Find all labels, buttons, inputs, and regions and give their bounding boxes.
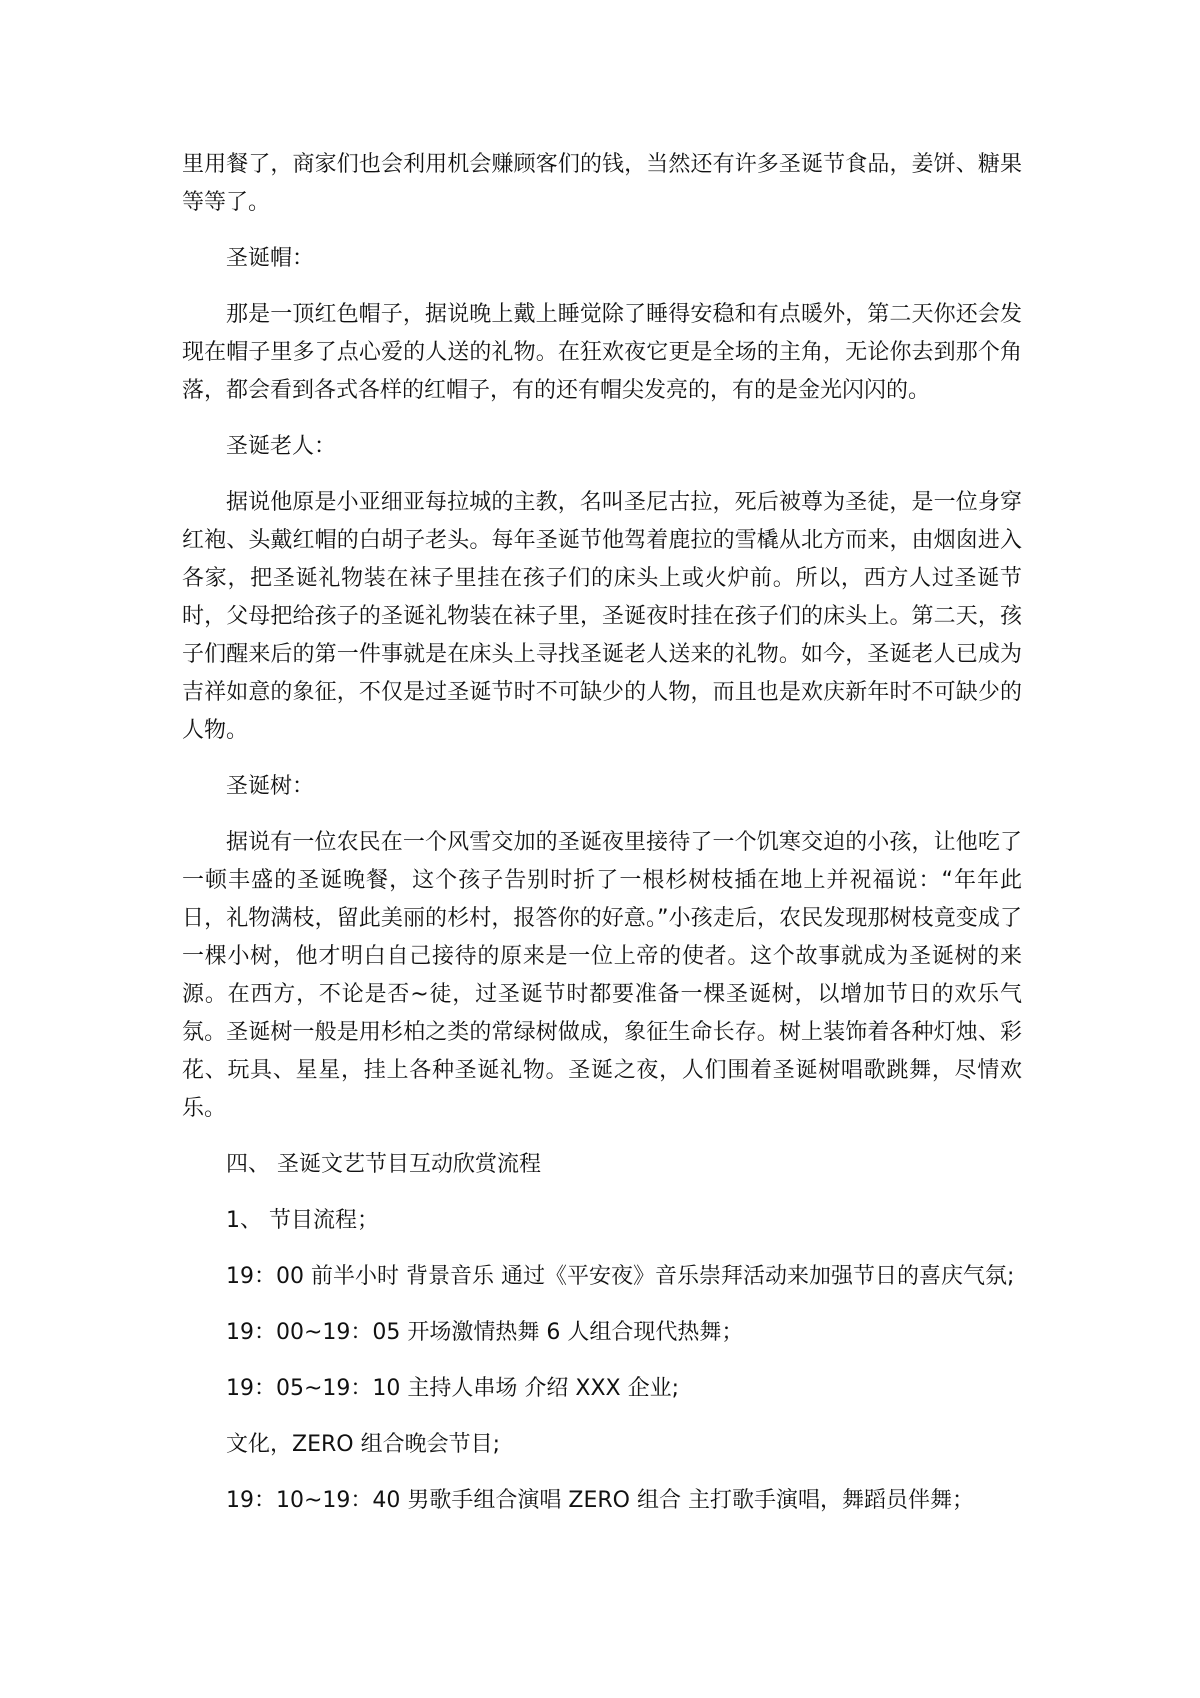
schedule-item-1905-1910-host: 19：05~19：10 主持人串场 介绍 XXX 企业; — [226, 1376, 680, 1401]
schedule-item-culture-zero-program: 文化，ZERO 组合晚会节目; — [226, 1432, 500, 1457]
document-body — [182, 146, 1022, 1520]
schedule-item-1900-background-music: 19：00 前半小时 背景音乐 通过《平安夜》音乐崇拜活动来加强节日的喜庆气氛; — [226, 1264, 1015, 1289]
schedule-item-1910-1940-male-singers: 19：10~19：40 男歌手组合演唱 ZERO 组合 主打歌手演唱，舞蹈员伴舞； — [226, 1488, 974, 1513]
heading-christmas-tree: 圣诞树： — [226, 774, 315, 799]
paragraph-christmas-tree: 据说有一位农民在一个风雪交加的圣诞夜里接待了一个饥寒交迫的小孩，让他吃了一顿丰盛的圣诞晚餐，这个孩子告别时折了一根杉树枝插在地上并祝福说：“年年此日，礼物满枝，留此美丽的杉村，报答你的好意。”小孩走后，农民发现那树枝竟变成了一棵小树，他才明白自己接待的原来是一位上帝的使者。这个故事就成为圣诞树的来源。在西方，不论是否~徒，过圣诞节时都要准备一棵圣诞树，以增加节日的欢乐气氛。圣诞树一般是用杉柏之类的常绿树做成，象征生命长存。树上装饰着各种灯烛、彩花、玩具、星星，挂上各种圣诞礼物。圣诞之夜，人们围着圣诞树唱歌跳舞，尽情欢乐。 — [182, 830, 1022, 1121]
heading-christmas-hat: 圣诞帽： — [226, 246, 315, 271]
list-heading-program-schedule: 1、 节目流程； — [226, 1208, 379, 1233]
schedule-item-1900-1905-opening-dance: 19：00~19：05 开场激情热舞 6 人组合现代热舞； — [226, 1320, 744, 1345]
paragraph-christmas-hat: 那是一顶红色帽子，据说晚上戴上睡觉除了睡得安稳和有点暖外，第二天你还会发现在帽子里多了点心爱的人送的礼物。在狂欢夜它更是全场的主角，无论你去到那个角落，都会看到各式各样的红帽子，有的还有帽尖发亮的，有的是金光闪闪的。 — [182, 302, 1022, 403]
heading-santa-claus: 圣诞老人： — [226, 434, 337, 459]
section-heading-program-flow: 四、 圣诞文艺节目互动欣赏流程 — [226, 1152, 541, 1177]
paragraph-santa-claus: 据说他原是小亚细亚每拉城的主教，名叫圣尼古拉，死后被尊为圣徒，是一位身穿红袍、头戴红帽的白胡子老头。每年圣诞节他驾着鹿拉的雪橇从北方而来，由烟囱进入各家，把圣诞礼物装在袜子里挂在孩子们的床头上或火炉前。所以，西方人过圣诞节时，父母把给孩子的圣诞礼物装在袜子里，圣诞夜时挂在孩子们的床头上。第二天，孩子们醒来后的第一件事就是在床头上寻找圣诞老人送来的礼物。如今，圣诞老人已成为吉祥如意的象征，不仅是过圣诞节时不可缺少的人物，而且也是欢庆新年时不可缺少的人物。 — [182, 490, 1022, 743]
paragraph-food: 里用餐了，商家们也会利用机会赚顾客们的钱，当然还有许多圣诞节食品，姜饼、糖果等等了。 — [182, 152, 1022, 215]
